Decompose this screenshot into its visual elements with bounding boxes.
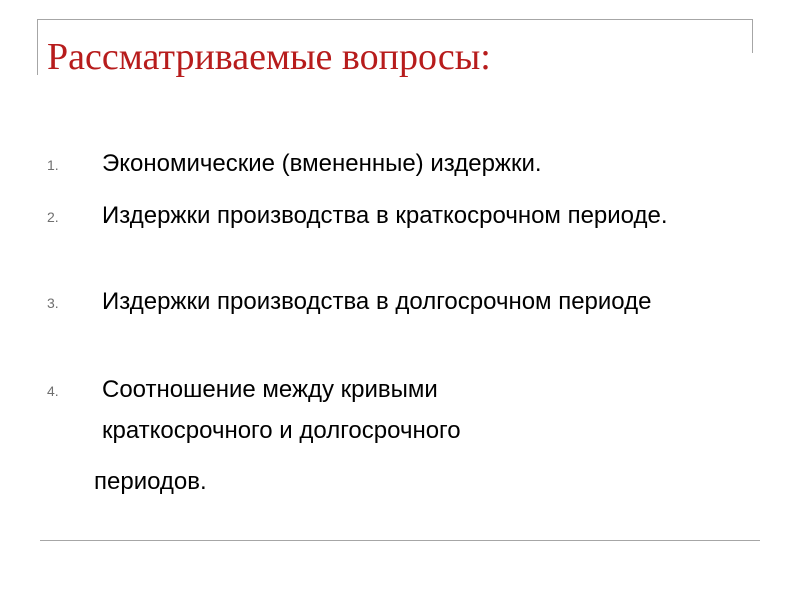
item-text: Соотношение между кривыми краткосрочного и долгосрочного bbox=[102, 376, 461, 444]
slide-title: Рассматриваемые вопросы: bbox=[47, 36, 491, 78]
list-continuation: периодов. bbox=[94, 468, 207, 495]
item-number: 3. bbox=[47, 295, 59, 311]
item-text: Издержки производства в долгосрочном периоде bbox=[102, 288, 652, 315]
item-text: Издержки производства в краткосрочном периоде. bbox=[102, 202, 668, 229]
top-rule bbox=[37, 19, 753, 20]
right-rule bbox=[752, 19, 753, 53]
item-text: Экономические (вмененные) издержки. bbox=[102, 150, 542, 177]
item-number: 2. bbox=[47, 209, 59, 225]
item-number: 1. bbox=[47, 157, 59, 173]
item-number: 4. bbox=[47, 383, 59, 399]
left-rule bbox=[37, 19, 38, 75]
bottom-rule bbox=[40, 540, 760, 541]
